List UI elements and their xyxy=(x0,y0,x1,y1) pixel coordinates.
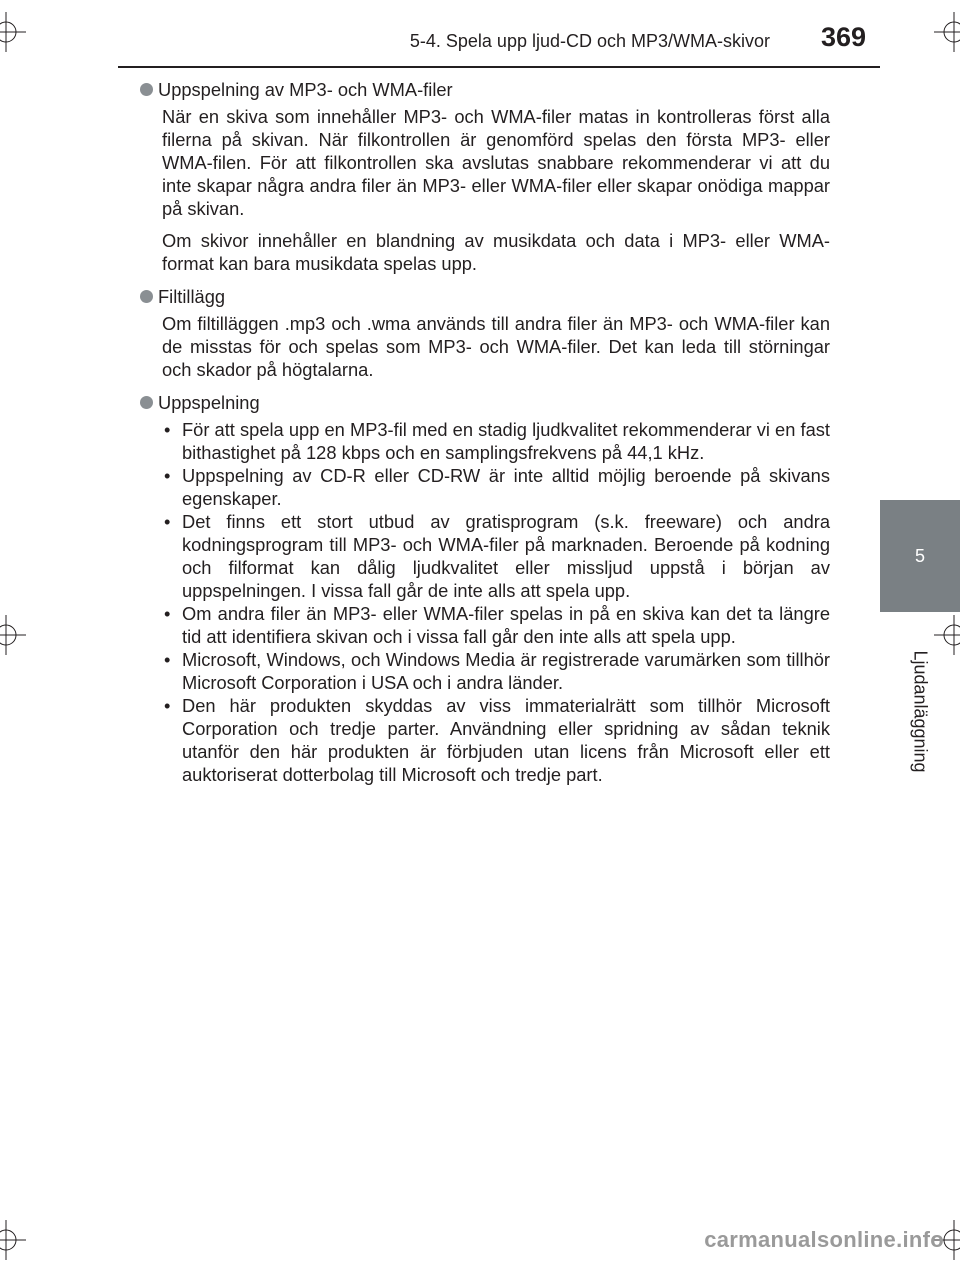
bullet-marker: • xyxy=(164,695,171,716)
paragraph: Om filtilläggen .mp3 och .wma används till andra filer än MP3- och WMA-filer kan de misstas för och spelas som MP3- och WMA-filer. Det kan leda till störningar och skador på högtalarna. xyxy=(162,313,830,380)
list-item xyxy=(162,694,830,786)
watermark-text: carmanualsonline.info xyxy=(704,1227,944,1252)
bullet-marker: • xyxy=(164,603,171,624)
bullet-marker: • xyxy=(164,419,171,440)
list-item-text: Det finns ett stort utbud av gratisprogram (s.k. freeware) och andra kodningsprogram till MP3- och WMA-filer på marknaden. Beroende på kodning och filformat kan dålig ljudkvalitet eller missljud uppstå i början av uppspelningen. I vissa fall går de inte alls att spela upp. xyxy=(182,511,830,601)
chapter-label-container xyxy=(880,616,960,806)
paragraph: Om skivor innehåller en blandning av musikdata och data i MP3- eller WMA-format kan bara musikdata spelas upp. xyxy=(162,230,830,274)
section-heading xyxy=(140,285,830,308)
bullet-marker: • xyxy=(164,649,171,670)
chapter-tab xyxy=(880,500,960,612)
section-heading xyxy=(140,78,830,101)
list-item xyxy=(162,464,830,510)
bullet-list xyxy=(162,418,830,786)
bullet-marker: • xyxy=(164,511,171,532)
list-item-text: För att spela upp en MP3-fil med en stadig ljudkvalitet rekommenderar vi en fast bithastighet på 128 kbps och en samplingsfrekvens på 44,1 kHz. xyxy=(182,419,830,463)
header-divider xyxy=(118,66,880,68)
chapter-label: Ljudanläggning xyxy=(910,650,931,773)
list-item xyxy=(162,510,830,602)
section-heading xyxy=(140,391,830,414)
section-title: 5-4. Spela upp ljud-CD och MP3/WMA-skivor xyxy=(409,31,770,51)
registration-mark-bottom-left-icon xyxy=(0,1212,40,1267)
bullet-marker: • xyxy=(164,465,171,486)
section-mp3-wma-playback xyxy=(140,78,830,275)
list-item-text: Den här produkten skyddas av viss immaterialrätt som tillhör Microsoft Corporation och tredje parter. Användning eller spridning av sådan teknik utanför den här produkten är förbjuden utan licens från Microsoft eller ett auktoriserat dotterbolag till Microsoft och tredje part. xyxy=(182,695,830,785)
heading-text: Uppspelning xyxy=(158,392,260,413)
page-number: 369 xyxy=(820,22,866,52)
list-item-text: Microsoft, Windows, och Windows Media är registrerade varumärken som tillhör Microsoft Corporation i USA och i andra länder. xyxy=(182,649,830,693)
heading-bullet-icon xyxy=(140,83,153,96)
list-item xyxy=(162,648,830,694)
section-file-extensions xyxy=(140,285,830,381)
list-item xyxy=(162,418,830,464)
chapter-number: 5 xyxy=(914,545,925,566)
registration-mark-mid-left-icon xyxy=(0,610,40,660)
heading-text: Filtillägg xyxy=(158,286,226,307)
main-content xyxy=(140,78,830,796)
list-item-text: Uppspelning av CD-R eller CD-RW är inte alltid möjlig beroende på skivans egenskaper. xyxy=(182,465,830,509)
paragraph: När en skiva som innehåller MP3- och WMA-filer matas in kontrolleras först alla filerna på skivan. När filkontrollen är genomförd spelas den första MP3- eller WMA-filen. För att filkontrollen ska avslutas snabbare rekommenderar vi att du inte skapar några andra filer än MP3- eller WMA-filer eller skapar onödiga mappar på skivan. xyxy=(162,106,830,219)
heading-bullet-icon xyxy=(140,290,153,303)
registration-mark-top-right-icon xyxy=(920,0,960,60)
heading-text: Uppspelning av MP3- och WMA-filer xyxy=(158,79,453,100)
section-playback xyxy=(140,391,830,786)
list-item-text: Om andra filer än MP3- eller WMA-filer spelas in på en skiva kan det ta längre tid att identifiera skivan och i vissa fall går den inte alls att spela upp. xyxy=(182,603,830,647)
heading-bullet-icon xyxy=(140,396,153,409)
page-header xyxy=(0,18,880,68)
list-item xyxy=(162,602,830,648)
